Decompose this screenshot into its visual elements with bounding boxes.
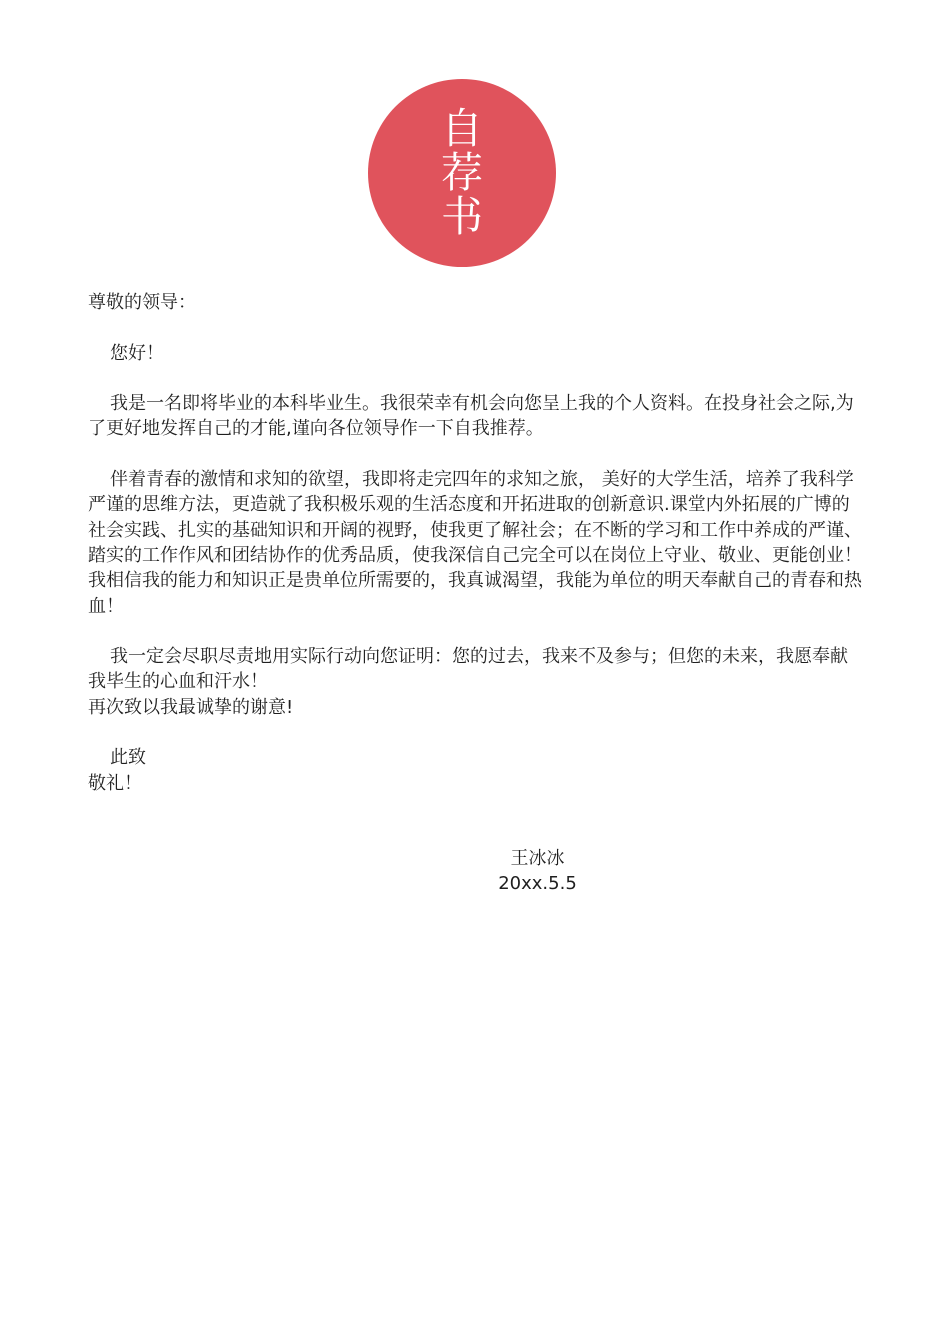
closing-line-1: 此致 — [110, 747, 146, 769]
paragraph-experience: 伴着青春的激情和求知的欲望，我即将走完四年的求知之旅， 美好的大学生活，培养了我科学严谨的思维方法，更造就了我积极乐观的生活态度和开拓进取的创新意识.课堂内外拓展的广博的社会实践、扎实的基础知识和开阔的视野，使我更了解社会；在不断的学习和工作中养成的严谨、踏实的工作作风和团结协作的优秀品质，使我深信自己完全可以在岗位上守业、敬业、更能创业！我相信我的能力和知识正是贵单位所需要的，我真诚渴望，我能为单位的明天奉献自己的青春和热血！ — [88, 469, 862, 617]
signature-name: 王冰冰 — [510, 848, 565, 869]
closing-line-2: 敬礼！ — [88, 772, 142, 794]
signature-date: 20xx.5.5 — [498, 873, 577, 895]
letter-body — [88, 290, 863, 796]
paragraph-intro: 我是一名即将毕业的本科毕业生。我很荣幸有机会向您呈上我的个人资料。在投身社会之际,为了更好地发挥自己的才能,谨向各位领导作一下自我推荐。 — [88, 393, 854, 440]
greeting: 您好！ — [110, 342, 164, 364]
title-char-2: 荐 — [440, 148, 483, 197]
signature-block — [480, 846, 595, 897]
title-char-1: 自 — [440, 104, 483, 153]
title-circle — [368, 79, 556, 267]
title-char-3: 书 — [440, 192, 483, 241]
paragraph-commitment: 我一定会尽职尽责地用实际行动向您证明：您的过去，我来不及参与；但您的未来，我愿奉献我毕生的心血和汗水！ — [88, 646, 848, 693]
thanks-line: 再次致以我最诚挚的谢意! — [88, 696, 294, 718]
salutation: 尊敬的领导： — [88, 292, 196, 313]
